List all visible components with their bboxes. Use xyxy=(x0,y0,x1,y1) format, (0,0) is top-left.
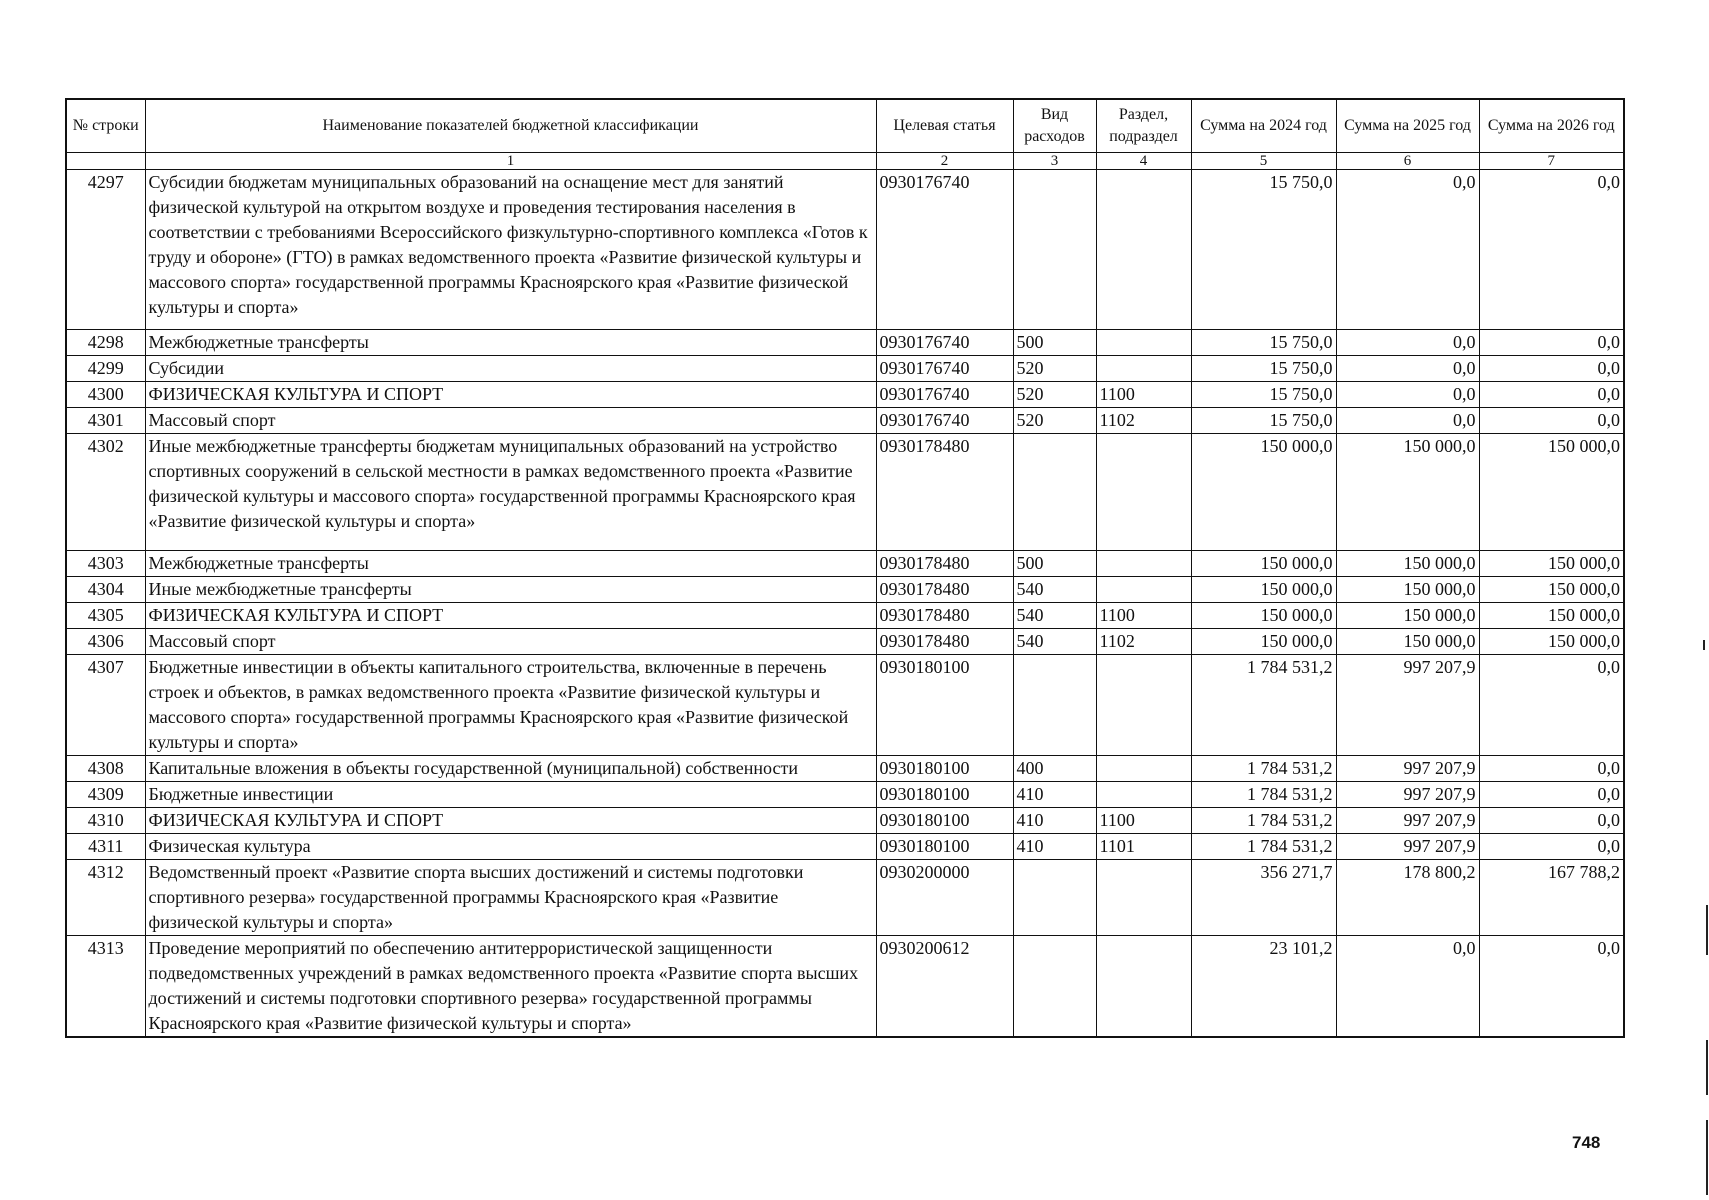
expense-type xyxy=(1013,936,1096,1038)
table-row xyxy=(66,655,1624,756)
sum-2025: 0,0 xyxy=(1336,408,1479,434)
table-row xyxy=(66,834,1624,860)
expense-type: 520 xyxy=(1013,408,1096,434)
section-code xyxy=(1096,936,1191,1038)
sum-2026: 150 000,0 xyxy=(1479,434,1624,551)
row-number: 4304 xyxy=(66,577,145,603)
page-number: 748 xyxy=(1572,1133,1601,1152)
table-row xyxy=(66,629,1624,655)
expense-type: 540 xyxy=(1013,603,1096,629)
row-number: 4301 xyxy=(66,408,145,434)
target-article: 0930176740 xyxy=(876,330,1013,356)
header-expense-type: Вид расходов xyxy=(1013,99,1096,153)
row-number: 4303 xyxy=(66,551,145,577)
table-row xyxy=(66,860,1624,936)
column-number-row xyxy=(66,153,1624,170)
expense-type xyxy=(1013,655,1096,756)
scan-edge-mark xyxy=(1706,1040,1708,1095)
indicator-name: Капитальные вложения в объекты государственной (муниципальной) собственности xyxy=(145,756,876,782)
section-code xyxy=(1096,330,1191,356)
row-number: 4297 xyxy=(66,170,145,330)
indicator-name: Межбюджетные трансферты xyxy=(145,551,876,577)
column-number: 2 xyxy=(876,153,1013,170)
indicator-name: Бюджетные инвестиции в объекты капитального строительства, включенные в перечень строек и объектов, в рамках ведомственного проекта «Развитие физической культуры и массового спорта» государственной программы Красноярского края «Развитие физической культуры и спорта» xyxy=(145,655,876,756)
row-number: 4300 xyxy=(66,382,145,408)
row-number: 4308 xyxy=(66,756,145,782)
expense-type xyxy=(1013,434,1096,551)
expense-type: 400 xyxy=(1013,756,1096,782)
expense-type: 540 xyxy=(1013,629,1096,655)
scan-edge-mark xyxy=(1706,905,1708,955)
row-number: 4305 xyxy=(66,603,145,629)
row-number: 4309 xyxy=(66,782,145,808)
target-article: 0930180100 xyxy=(876,808,1013,834)
sum-2025: 0,0 xyxy=(1336,936,1479,1038)
expense-type: 520 xyxy=(1013,356,1096,382)
sum-2025: 150 000,0 xyxy=(1336,577,1479,603)
column-number: 6 xyxy=(1336,153,1479,170)
section-code xyxy=(1096,756,1191,782)
sum-2026: 0,0 xyxy=(1479,782,1624,808)
row-number: 4310 xyxy=(66,808,145,834)
section-code xyxy=(1096,782,1191,808)
sum-2024: 150 000,0 xyxy=(1191,603,1336,629)
indicator-name: Субсидии бюджетам муниципальных образований на оснащение мест для занятий физической культурой на открытом воздухе и проведения тестирования населения в соответствии с требованиями Всероссийского физкультурно-спортивного комплекса «Готов к труду и обороне» (ГТО) в рамках ведомственного проекта «Развитие физической культуры и массового спорта» государственной программы Красноярского края «Развитие физической культуры и спорта» xyxy=(145,170,876,330)
table-row xyxy=(66,170,1624,330)
sum-2025: 178 800,2 xyxy=(1336,860,1479,936)
section-code: 1101 xyxy=(1096,834,1191,860)
section-code xyxy=(1096,577,1191,603)
expense-type: 410 xyxy=(1013,808,1096,834)
indicator-name: Бюджетные инвестиции xyxy=(145,782,876,808)
header-section: Раздел, подраздел xyxy=(1096,99,1191,153)
section-code: 1102 xyxy=(1096,629,1191,655)
sum-2025: 150 000,0 xyxy=(1336,629,1479,655)
column-number: 1 xyxy=(145,153,876,170)
indicator-name: Проведение мероприятий по обеспечению антитеррористической защищенности подведомственных учреждений в рамках ведомственного проекта «Развитие спорта высших достижений и системы подготовки спортивного резерва» государственной программы Красноярского края «Развитие физической культуры и спорта» xyxy=(145,936,876,1038)
indicator-name: Межбюджетные трансферты xyxy=(145,330,876,356)
sum-2025: 997 207,9 xyxy=(1336,756,1479,782)
row-number: 4311 xyxy=(66,834,145,860)
section-code xyxy=(1096,170,1191,330)
target-article: 0930176740 xyxy=(876,408,1013,434)
section-code: 1100 xyxy=(1096,603,1191,629)
table-row xyxy=(66,408,1624,434)
sum-2026: 0,0 xyxy=(1479,655,1624,756)
section-code xyxy=(1096,860,1191,936)
sum-2026: 0,0 xyxy=(1479,408,1624,434)
sum-2025: 0,0 xyxy=(1336,382,1479,408)
target-article: 0930200612 xyxy=(876,936,1013,1038)
expense-type: 500 xyxy=(1013,330,1096,356)
section-code xyxy=(1096,434,1191,551)
header-sum-2025: Сумма на 2025 год xyxy=(1336,99,1479,153)
indicator-name: Ведомственный проект «Развитие спорта высших достижений и системы подготовки спортивного резерва» государственной программы Красноярского края «Развитие физической культуры и спорта» xyxy=(145,860,876,936)
target-article: 0930178480 xyxy=(876,603,1013,629)
indicator-name: Физическая культура xyxy=(145,834,876,860)
header-sum-2024: Сумма на 2024 год xyxy=(1191,99,1336,153)
row-number: 4302 xyxy=(66,434,145,551)
budget-classification-table xyxy=(65,98,1625,1038)
indicator-name: ФИЗИЧЕСКАЯ КУЛЬТУРА И СПОРТ xyxy=(145,382,876,408)
sum-2026: 150 000,0 xyxy=(1479,577,1624,603)
expense-type: 410 xyxy=(1013,782,1096,808)
indicator-name: ФИЗИЧЕСКАЯ КУЛЬТУРА И СПОРТ xyxy=(145,808,876,834)
target-article: 0930178480 xyxy=(876,551,1013,577)
sum-2026: 0,0 xyxy=(1479,330,1624,356)
sum-2025: 997 207,9 xyxy=(1336,782,1479,808)
column-number xyxy=(66,153,145,170)
sum-2024: 150 000,0 xyxy=(1191,629,1336,655)
expense-type: 540 xyxy=(1013,577,1096,603)
expense-type: 500 xyxy=(1013,551,1096,577)
section-code: 1100 xyxy=(1096,808,1191,834)
sum-2024: 1 784 531,2 xyxy=(1191,782,1336,808)
sum-2025: 150 000,0 xyxy=(1336,434,1479,551)
table-row xyxy=(66,551,1624,577)
sum-2024: 15 750,0 xyxy=(1191,408,1336,434)
target-article: 0930180100 xyxy=(876,756,1013,782)
row-number: 4312 xyxy=(66,860,145,936)
sum-2025: 150 000,0 xyxy=(1336,551,1479,577)
table-row xyxy=(66,782,1624,808)
section-code xyxy=(1096,356,1191,382)
table-row xyxy=(66,382,1624,408)
sum-2024: 15 750,0 xyxy=(1191,170,1336,330)
sum-2024: 1 784 531,2 xyxy=(1191,834,1336,860)
table-row xyxy=(66,356,1624,382)
sum-2025: 997 207,9 xyxy=(1336,834,1479,860)
target-article: 0930176740 xyxy=(876,356,1013,382)
sum-2026: 150 000,0 xyxy=(1479,629,1624,655)
indicator-name: Иные межбюджетные трансферты xyxy=(145,577,876,603)
sum-2025: 0,0 xyxy=(1336,356,1479,382)
column-number: 5 xyxy=(1191,153,1336,170)
section-code: 1102 xyxy=(1096,408,1191,434)
sum-2026: 150 000,0 xyxy=(1479,551,1624,577)
sum-2024: 15 750,0 xyxy=(1191,356,1336,382)
sum-2026: 0,0 xyxy=(1479,834,1624,860)
sum-2024: 150 000,0 xyxy=(1191,551,1336,577)
sum-2025: 150 000,0 xyxy=(1336,603,1479,629)
sum-2026: 0,0 xyxy=(1479,808,1624,834)
column-number: 7 xyxy=(1479,153,1624,170)
table-row xyxy=(66,936,1624,1038)
table-row xyxy=(66,577,1624,603)
sum-2025: 0,0 xyxy=(1336,170,1479,330)
sum-2025: 0,0 xyxy=(1336,330,1479,356)
indicator-name: Массовый спорт xyxy=(145,629,876,655)
indicator-name: Массовый спорт xyxy=(145,408,876,434)
sum-2026: 150 000,0 xyxy=(1479,603,1624,629)
table-row xyxy=(66,756,1624,782)
sum-2026: 0,0 xyxy=(1479,936,1624,1038)
target-article: 0930180100 xyxy=(876,782,1013,808)
sum-2025: 997 207,9 xyxy=(1336,655,1479,756)
target-article: 0930176740 xyxy=(876,170,1013,330)
sum-2024: 1 784 531,2 xyxy=(1191,756,1336,782)
expense-type xyxy=(1013,170,1096,330)
sum-2024: 15 750,0 xyxy=(1191,330,1336,356)
sum-2026: 0,0 xyxy=(1479,356,1624,382)
column-number: 4 xyxy=(1096,153,1191,170)
row-number: 4298 xyxy=(66,330,145,356)
table-row xyxy=(66,434,1624,551)
sum-2026: 0,0 xyxy=(1479,382,1624,408)
indicator-name: Иные межбюджетные трансферты бюджетам муниципальных образований на устройство спортивных сооружений в сельской местности в рамках ведомственного проекта «Развитие физической культуры и массового спорта» государственной программы Красноярского края «Развитие физической культуры и спорта» xyxy=(145,434,876,551)
target-article: 0930176740 xyxy=(876,382,1013,408)
sum-2024: 1 784 531,2 xyxy=(1191,655,1336,756)
sum-2026: 167 788,2 xyxy=(1479,860,1624,936)
sum-2026: 0,0 xyxy=(1479,170,1624,330)
target-article: 0930178480 xyxy=(876,629,1013,655)
expense-type xyxy=(1013,860,1096,936)
target-article: 0930178480 xyxy=(876,434,1013,551)
target-article: 0930178480 xyxy=(876,577,1013,603)
sum-2024: 150 000,0 xyxy=(1191,577,1336,603)
scan-edge-mark xyxy=(1706,1120,1708,1195)
header-row-number: № строки xyxy=(66,99,145,153)
table-row xyxy=(66,808,1624,834)
target-article: 0930180100 xyxy=(876,655,1013,756)
row-number: 4299 xyxy=(66,356,145,382)
row-number: 4313 xyxy=(66,936,145,1038)
sum-2025: 997 207,9 xyxy=(1336,808,1479,834)
sum-2024: 150 000,0 xyxy=(1191,434,1336,551)
header-row xyxy=(66,99,1624,153)
sum-2026: 0,0 xyxy=(1479,756,1624,782)
expense-type: 520 xyxy=(1013,382,1096,408)
header-name: Наименование показателей бюджетной классификации xyxy=(145,99,876,153)
target-article: 0930180100 xyxy=(876,834,1013,860)
expense-type: 410 xyxy=(1013,834,1096,860)
section-code xyxy=(1096,551,1191,577)
indicator-name: ФИЗИЧЕСКАЯ КУЛЬТУРА И СПОРТ xyxy=(145,603,876,629)
row-number: 4306 xyxy=(66,629,145,655)
table-row xyxy=(66,603,1624,629)
scan-edge-mark xyxy=(1703,640,1705,650)
sum-2024: 1 784 531,2 xyxy=(1191,808,1336,834)
sum-2024: 356 271,7 xyxy=(1191,860,1336,936)
sum-2024: 15 750,0 xyxy=(1191,382,1336,408)
target-article: 0930200000 xyxy=(876,860,1013,936)
column-number: 3 xyxy=(1013,153,1096,170)
section-code xyxy=(1096,655,1191,756)
header-target-article: Целевая статья xyxy=(876,99,1013,153)
table-row xyxy=(66,330,1624,356)
header-sum-2026: Сумма на 2026 год xyxy=(1479,99,1624,153)
section-code: 1100 xyxy=(1096,382,1191,408)
sum-2024: 23 101,2 xyxy=(1191,936,1336,1038)
indicator-name: Субсидии xyxy=(145,356,876,382)
row-number: 4307 xyxy=(66,655,145,756)
